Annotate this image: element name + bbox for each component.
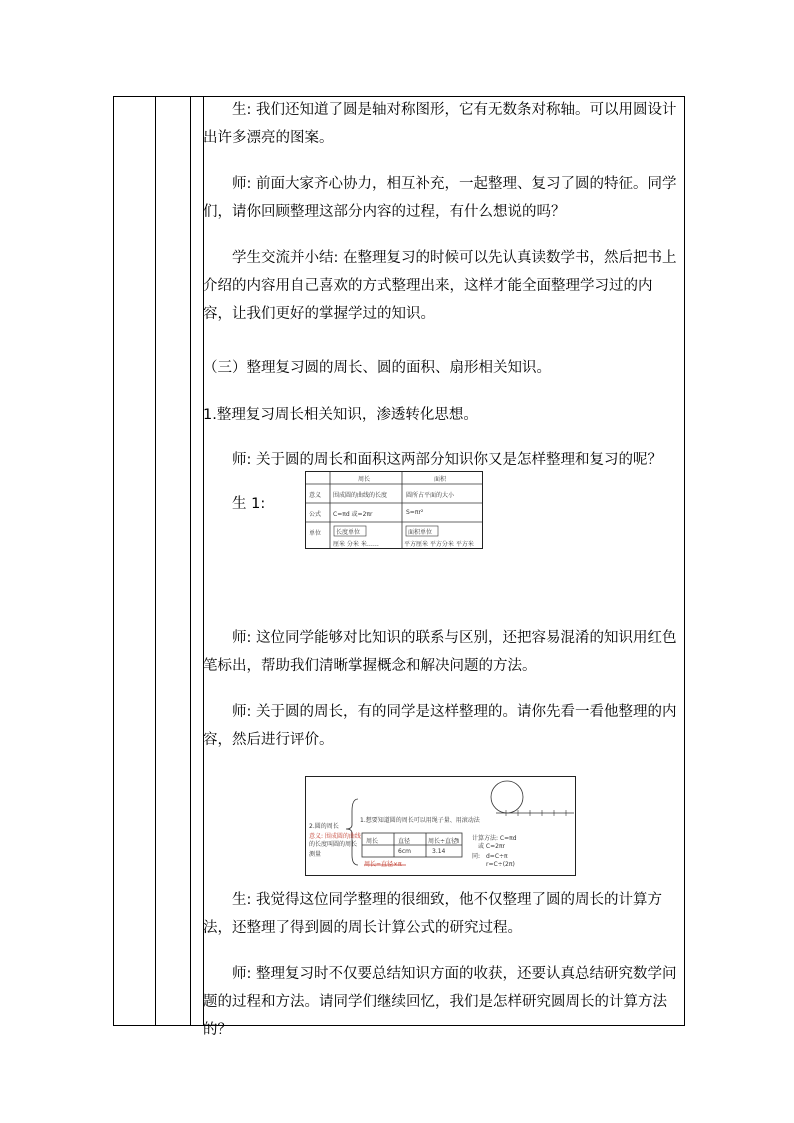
paragraph: 学生交流并小结: 在整理复习的时候可以先认真读数学书，然后把书上介绍的内容用自己喜欢的方式整理出来，这样才能全面整理学习过的内容，让我们更好的掌握学过的知识。 — [203, 250, 677, 322]
row-label: 公式 — [309, 511, 322, 518]
formula-text: 计算方法: C=πd — [472, 835, 517, 842]
cell: S=πr² — [406, 509, 424, 516]
header-area: 面积 — [434, 476, 447, 483]
cell: 厘米 分米 米…… — [333, 541, 379, 548]
row-label: 意义 — [309, 492, 322, 499]
note-text: 2.圆的周长 — [309, 823, 339, 830]
note-text: 1.想要知道圆的周长可以用绳子量、用滚动法 — [360, 817, 480, 824]
table-header: 周长 — [366, 838, 379, 845]
student-note-figure-1 — [305, 471, 483, 549]
cell: 圆所占平面的大小 — [406, 492, 455, 499]
paragraph: 生 1: — [232, 496, 266, 512]
paragraph: 师: 关于圆的周长和面积这两部分知识你又是怎样整理和复习的呢？ — [232, 452, 662, 468]
paragraph: 师: 这位同学能够对比知识的联系与区别，还把容易混淆的知识用红色笔标出，帮助我们清晰掌握概念和解决问题的方法。 — [203, 630, 677, 674]
note-text: 周长=直径×π — [364, 861, 402, 868]
table-header: 直径 — [398, 838, 411, 845]
paragraph: 生: 我觉得这位同学整理的很细致，他不仅整理了圆的周长的计算方法，还整理了得到圆的周长计算公式的研究过程。 — [203, 892, 662, 936]
subsection-heading: 1.整理复习周长相关知识，渗透转化思想。 — [203, 407, 478, 423]
formula-text: r=C÷(2π) — [486, 861, 515, 868]
student-note-figure-2 — [305, 776, 576, 876]
formula-text: d=C÷π — [486, 853, 508, 860]
cell: C=πd 或=2πr — [333, 511, 373, 518]
note-text: 测量 — [309, 851, 322, 858]
column-divider — [190, 97, 191, 1025]
section-heading: （三）整理复习圆的周长、圆的面积、扇形相关知识。 — [203, 360, 551, 376]
table-header: 周长÷直径 — [428, 838, 458, 845]
cell: 围成圆的曲线的长度 — [333, 492, 388, 499]
row-label: 单位 — [309, 530, 322, 537]
note-drawing — [306, 777, 576, 876]
note-text: 意义: 围成圆的曲线 — [309, 833, 361, 840]
paragraph: 师: 整理复习时不仅要总结知识方面的收获，还要认真总结研究数学问题的过程和方法。请同学们继续回忆，我们是怎样研究圆周长的计算方法的？ — [203, 966, 677, 1038]
column-divider — [155, 97, 156, 1025]
table-cell: 6cm — [398, 848, 411, 855]
cell: 长度单位 — [336, 529, 361, 536]
paragraph: 师: 关于圆的周长，有的同学是这样整理的。请你先看一看他整理的内容，然后进行评价。 — [203, 704, 677, 748]
formula-text: 或 C=2πr — [478, 843, 506, 850]
paragraph: 生: 我们还知道了圆是轴对称图形，它有无数条对称轴。可以用圆设计出许多漂亮的图案。 — [203, 102, 677, 146]
header-perimeter: 周长 — [358, 476, 371, 483]
table-cell: 3.14 — [432, 848, 446, 855]
cell: 面积单位 — [408, 529, 433, 536]
note-text: 的长度叫圆的周长 — [309, 841, 358, 848]
formula-text: 同: — [472, 853, 481, 860]
paragraph: 师: 前面大家齐心协力，相互补充，一起整理、复习了圆的特征。同学们，请你回顾整理这部分内容的过程，有什么想说的吗？ — [203, 176, 677, 220]
cell: 平方厘米 平方分米 平方米 — [404, 541, 474, 548]
